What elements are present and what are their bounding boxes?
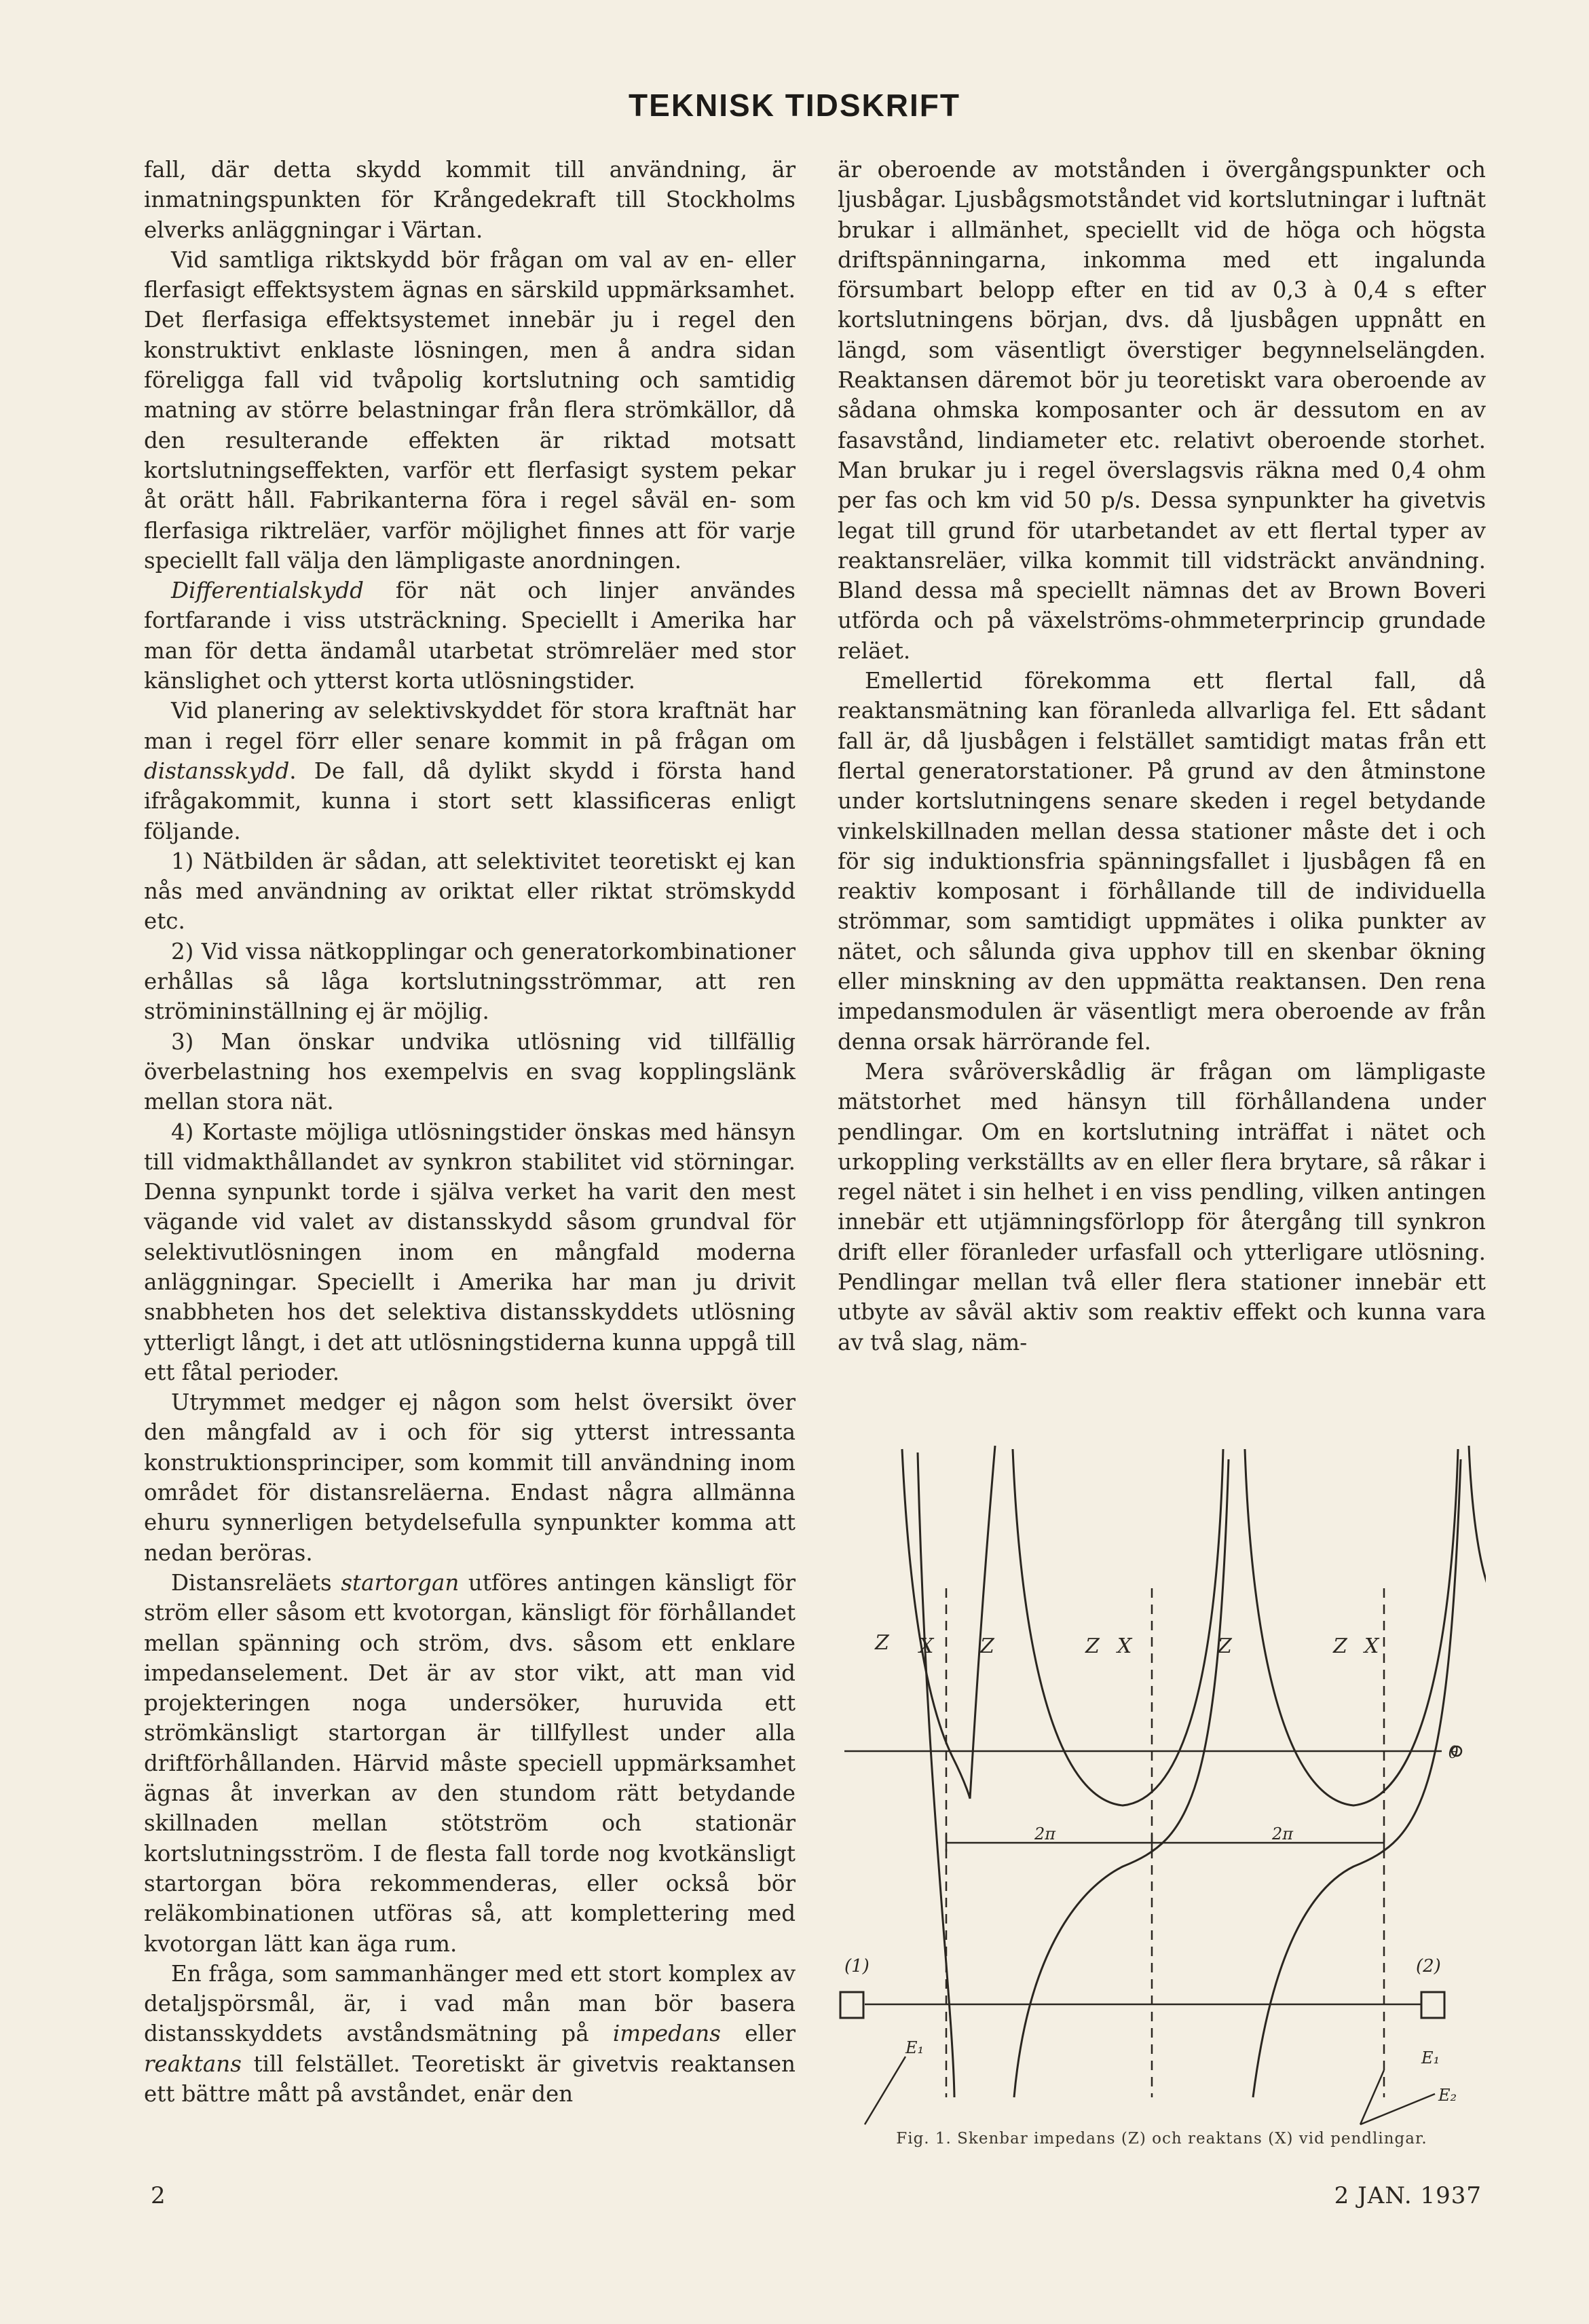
figure-caption: Fig. 1. Skenbar impedans (Z) och reaktans (X) vid pendlingar. [896, 2130, 1427, 2148]
paragraph [144, 696, 796, 846]
station-1-box [840, 1992, 863, 2018]
emphasis: reaktans [144, 2050, 242, 2077]
masthead: TEKNISK TIDSKRIFT [629, 88, 960, 123]
paragraph-tail: . De fall, då dylikt skydd i första hand ifrågakommit, kunna i stort sett klassificeras enligt följande. [144, 757, 796, 844]
label-station-1: (1) [844, 1956, 870, 1976]
emphasis: distansskydd [144, 757, 290, 784]
x-curve [1014, 1459, 1229, 2097]
paragraph-body: En fråga, som sammanhänger med ett stort komplex av detaljspörsmål, är, i vad mån man bör basera distansskyddets avståndsmätning på [144, 1960, 796, 2047]
list-item: 1) Nätbilden är sådan, att selektivitet teoretiskt ej kan nås med användning av oriktat eller riktat strömskydd etc. [144, 848, 796, 935]
paragraph: Mera svåröverskådlig är frågan om lämpligaste mätstorhet med hänsyn till förhållandena under pendlingar. Om en kortslutning inträffat i nätet och urkoppling verkställts av en eller flera brytare, så råkar i regel nätet i sin helhet i en viss pendling, vilken antingen innebär ett utjämningsförlopp för återgång till synkron drift eller föranleder urfasfall och ytterligare utlösning. Pendlingar mellan två eller flera stationer innebär ett utbyte av såväl aktiv som reaktiv effekt och kunna vara av två slag, näm- [838, 1058, 1486, 1355]
label-x: X [1117, 1634, 1132, 1658]
z-curve [902, 1449, 970, 1799]
label-e1: E₁ [905, 2038, 924, 2057]
label-z: Z [1333, 1634, 1347, 1658]
label-x: X [1364, 1634, 1379, 1658]
label-z: Z [1085, 1634, 1100, 1658]
right-column [838, 155, 1486, 1357]
label-z: Z [980, 1634, 994, 1658]
paragraph-tail: utföres antingen känsligt för ström eller såsom ett kvotorgan, känsligt för förhållandet mellan spänning och ström, dvs. såsom ett enklare impedanselement. Det är av stor vikt, att man vid projekteringen noga undersöker, huruvida ett strömkänsligt startorgan är tillfyllest under alla driftförhållanden. Härvid måste speciell uppmärksamhet ägnas åt inverkan av den stundom rätt betydande skillnaden mellan stötström och stationär kortslutningsström. I de flesta fall torde nog kvotkänsligt startorgan böra rekommenderas, eller också bör reläkombinationen utföras så, att komplettering med kvotorgan lätt kan äga rum. [144, 1569, 796, 1957]
paragraph-body: Vid planering av selektivskyddet för stora kraftnät har man i regel förr eller senare kommit in på frågan om [144, 698, 796, 754]
list-item: 3) Man önskar undvika utlösning vid tillfällig överbelastning hos exempelvis en svag kopplingslänk mellan stora nät. [144, 1028, 796, 1115]
paragraph-mid: eller [720, 2021, 796, 2047]
list-item: 4) Kortaste möjliga utlösningstider önskas med hänsyn till vidmakthållandet av synkron stabilitet vid störningar. Denna synpunkt torde i själva verket ha varit den mest vägande vid valet av distansskydd såsom grundval för selektivutlösningen inom en mångfald moderna anläggningar. Speciellt i Amerika har man ju drivit snabbheten hos det selektiva distansskyddets utlösning ytterligt långt, i det att utlösningstiderna kunna uppgå till ett fåtal perioder. [144, 1119, 796, 1385]
paragraph-tail: till felstället. Teoretiskt är givetvis reaktansen ett bättre mått på avståndet, enär den [144, 2050, 796, 2107]
page-number: 2 [151, 2182, 166, 2209]
e1-vector [865, 2057, 905, 2124]
paragraph: fall, där detta skydd kommit till användning, är inmatningspunkten för Krångedekraft till Stockholms elverks anläggningar i Värtan. [144, 157, 796, 243]
paragraph [144, 576, 796, 696]
emphasis: startorgan [341, 1569, 460, 1596]
paragraph: är oberoende av motstånden i övergångspunkter och ljusbågar. Ljusbågsmotståndet vid kortslutningar i luftnät brukar i allmänhet, speciellt vid de höga och högsta driftspänningarna, inkomma med ett ingalunda försumbart belopp efter en tid av 0,3 à 0,4 s efter kortslutningens början, dvs. då ljusbågen uppnått en längd, som väsentligt överstiger begynnelselängden. Reaktansen däremot bör ju teoretiskt vara oberoende av sådana ohmska komposanter och är dessutom en av fasavstånd, lindiameter etc. relativt oberoende storhet. Man brukar ju i regel överslagsvis räkna med 0,4 ohm per fas och km vid 50 p/s. Dessa synpunkter ha givetvis legat till grund för utarbetandet av ett flertal typer av reaktansreläer, vilka kommit till vidsträckt användning. Bland dessa må speciellt nämnas det av Brown Boveri utförda och på växelströms-ohmmeterprincip grundade reläet. [838, 157, 1486, 664]
figure-pendling-diagram [838, 1419, 1486, 2145]
paragraph-body: Distansreläets [171, 1569, 341, 1596]
paragraph [144, 1568, 796, 1959]
paragraph-lead: Differentialskydd [171, 578, 364, 604]
x-curve [918, 1452, 954, 2097]
label-z: Z [875, 1631, 889, 1655]
z-curve [970, 1446, 995, 1799]
label-e1: E₁ [1421, 2048, 1440, 2067]
label-station-2: (2) [1416, 1956, 1441, 1976]
station-2-box [1421, 1992, 1444, 2018]
paragraph: Vid samtliga riktskydd bör frågan om val av en- eller flerfasigt effektsystem ägnas en särskild uppmärksamhet. Det flerfasiga effektsystemet innebär ju i regel den konstruktivt enklaste lösningen, men å andra sidan föreligga fall vid tvåpolig kortslutning och samtidig matning av större belastningar från flera strömkällor, då den resulterande effekten är riktad motsatt kortslutningseffekten, varför ett flerfasigt system pekar åt orätt håll. Fabrikanterna föra i regel såväl en- som flerfasiga riktreläer, varför möjlighet finnes att för varje speciellt fall välja den lämpligaste anordningen. [144, 246, 796, 574]
list-item: 2) Vid vissa nätkopplingar och generatorkombinationer erhållas så låga kortslutningsströmmar, att ren strömininställning ej är möjlig. [144, 938, 796, 1025]
paragraph [144, 1959, 796, 2109]
emphasis: impedans [612, 2021, 721, 2047]
label-two-pi: 2π [1034, 1824, 1056, 1843]
label-x: X [919, 1634, 934, 1658]
label-e2: E₂ [1438, 2086, 1457, 2105]
paragraph: Utrymmet medger ej någon som helst översikt över den mångfald av i och för sig ytterst intressanta konstruktionsprinciper, som kommit till användning inom området för distansreläerna. Endast några allmänna ehuru synnerligen betydelsefulla synpunkter komma att nedan beröras. [144, 1389, 796, 1566]
z-curve [1469, 1446, 1486, 1600]
paragraph-body: för nät och linjer användes fortfarande i viss utsträckning. Speciellt i Amerika har man för detta ändamål utarbetat strömreläer med stor känslighet och ytterst korta utlösningstider. [144, 578, 796, 694]
label-two-pi: 2π [1272, 1824, 1294, 1843]
left-column [144, 155, 796, 2109]
label-z: Z [1218, 1634, 1232, 1658]
paragraph: Emellertid förekomma ett flertal fall, då reaktansmätning kan föranleda allvarliga fel. Ett sådant fall är, då ljusbågen i felstället samtidigt matas från ett flertal generatorstationer. På grund av den åtminstone under kortslutningens senare skeden i regel betydande vinkelskillnaden mellan dessa stationer måste det i och för sig induktionsfria spänningsfallet i ljusbågen få en reaktiv komposant i förhållande till de individuella strömmar, som samtidigt uppmätes i olika punkter av nätet, och sålunda giva upphov till en skenbar ökning eller minskning av den uppmätta reaktansen. Den rena impedansmodulen är väsentligt mera oberoende av från denna orsak härrörande fel. [838, 668, 1486, 1055]
label-theta: θ [1448, 1743, 1459, 1762]
issue-date: 2 JAN. 1937 [1334, 2182, 1482, 2209]
